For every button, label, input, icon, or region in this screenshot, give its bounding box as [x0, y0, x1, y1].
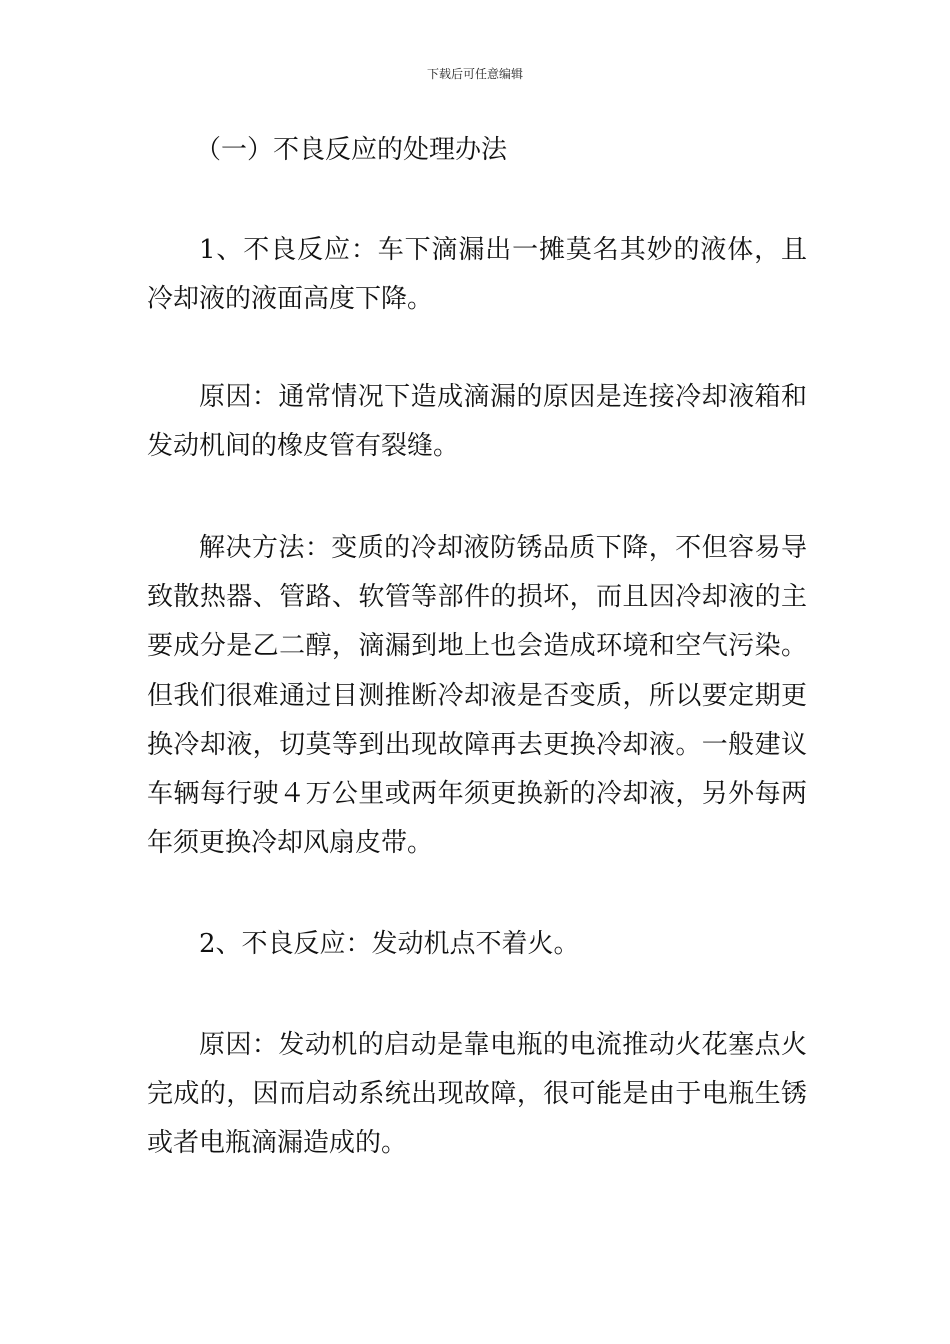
paragraph-cause-2: 原因：发动机的启动是靠电瓶的电流推动火花塞点火完成的，因而启动系统出现故障，很可能是由于电瓶生锈或者电瓶滴漏造成的。 [147, 1030, 807, 1159]
section-heading: （一）不良反应的处理办法 [195, 135, 508, 165]
header-note: 下载后可任意编辑 [426, 67, 523, 81]
paragraph-solution-1: 解决方法：变质的冷却液防锈品质下降，不但容易导致散热器、管路、软管等部件的损坏，而且因冷却液的主要成分是乙二醇，滴漏到地上也会造成环境和空气污染。但我们很难通过目测推断冷却液是否变质，所以要定期更换冷却液，切莫等到出现故障再去更换冷却液。一般建议车辆每行驶４万公里或两年须更换新的冷却液，另外每两年须更换冷却风扇皮带。 [147, 533, 807, 859]
paragraph-reaction-1: 1、不良反应：车下滴漏出一摊莫名其妙的液体，且冷却液的液面高度下降。 [147, 235, 807, 315]
paragraph-cause-1: 原因：通常情况下造成滴漏的原因是连接冷却液箱和发动机间的橡皮管有裂缝。 [147, 382, 807, 462]
paragraph-reaction-2: 2、不良反应：发动机点不着火。 [199, 929, 580, 959]
